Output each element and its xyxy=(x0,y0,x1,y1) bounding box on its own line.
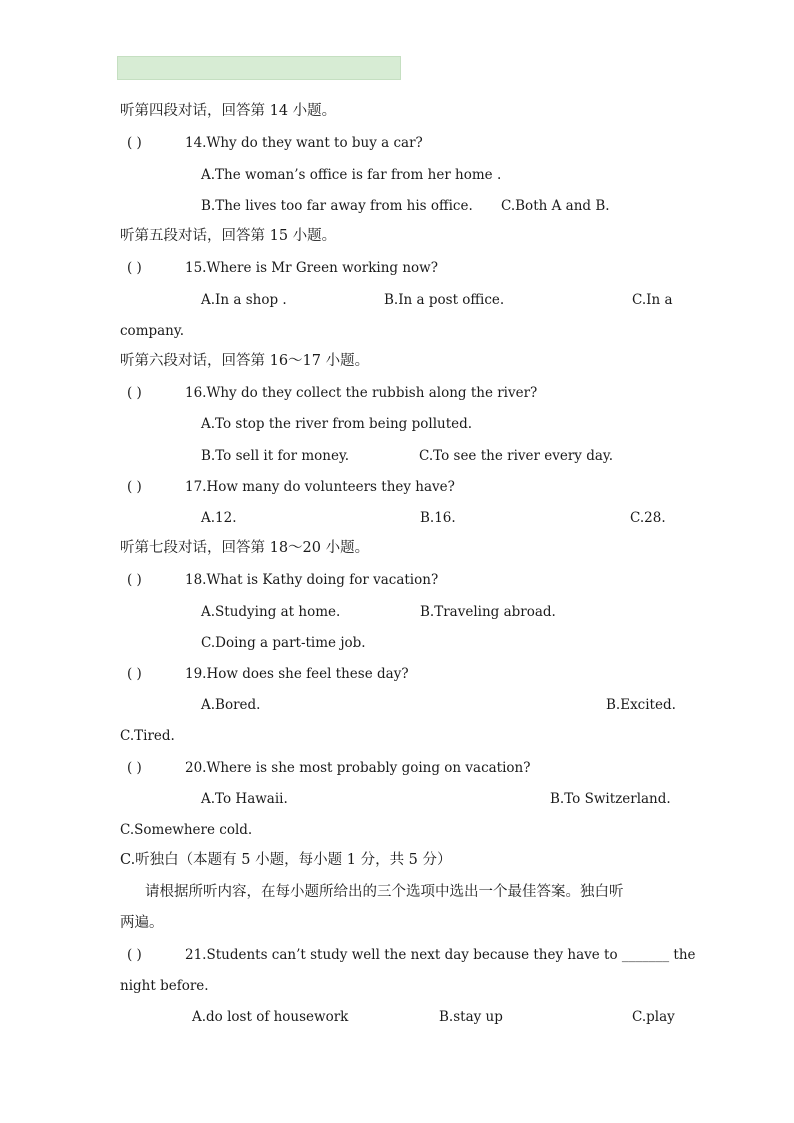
highlight-bar xyxy=(117,56,401,80)
answer-blank[interactable]: ( ) xyxy=(127,666,142,682)
option-b: B.To sell it for money. xyxy=(201,448,350,464)
option-b: B.16. xyxy=(420,510,456,526)
option-a: A.Studying at home. xyxy=(201,604,341,620)
section-heading xyxy=(0,350,794,372)
option-a: A.do lost of housework xyxy=(192,1009,349,1025)
option-c: C.Doing a part-time job. xyxy=(201,635,366,651)
question-16 xyxy=(0,382,794,404)
option-a: A.To stop the river from being polluted. xyxy=(201,416,473,432)
question-19-option-ab-row xyxy=(0,694,794,716)
instructions-text: 请根据所听内容，在每小题所给出的三个选项中选出一个最佳答案。独白听 xyxy=(145,884,624,900)
option-a: A.Bored. xyxy=(201,697,261,713)
instructions-text-continued: 两遍。 xyxy=(120,915,164,931)
answer-blank[interactable]: ( ) xyxy=(127,760,142,776)
answer-blank[interactable]: ( ) xyxy=(127,479,142,495)
section-4-heading: 听第四段对话，回答第 14 小题。 xyxy=(120,103,337,119)
option-a: A.In a shop . xyxy=(201,292,287,308)
option-a: A.The woman’s office is far from her home . xyxy=(201,167,502,183)
question-15 xyxy=(0,257,794,279)
part-c-heading: C.听独白（本题有 5 小题，每小题 1 分，共 5 分） xyxy=(120,852,452,868)
option-c: C.play xyxy=(632,1009,675,1025)
question-14-option-a-row xyxy=(0,164,794,186)
option-c: C.In a xyxy=(632,292,673,308)
answer-blank[interactable]: ( ) xyxy=(127,135,142,151)
option-c: C.Both A and B. xyxy=(501,198,610,214)
question-19 xyxy=(0,663,794,685)
section-heading xyxy=(0,100,794,122)
question-21-stem-wrap xyxy=(0,975,794,997)
question-15-stem: 15.Where is Mr Green working now? xyxy=(185,260,438,276)
option-b: B.stay up xyxy=(439,1009,503,1025)
option-c: C.28. xyxy=(630,510,666,526)
question-15-option-c-wrap xyxy=(0,320,794,342)
option-b: B.In a post office. xyxy=(384,292,505,308)
question-14-option-bc-row xyxy=(0,195,794,217)
question-16-option-a-row xyxy=(0,413,794,435)
question-17-options-row xyxy=(0,507,794,529)
question-20-stem: 20.Where is she most probably going on vacation? xyxy=(185,760,531,776)
question-21-stem-continued: night before. xyxy=(120,978,209,994)
question-18-stem: 18.What is Kathy doing for vacation? xyxy=(185,572,439,588)
section-6-heading: 听第六段对话，回答第 16～17 小题。 xyxy=(120,353,370,369)
option-a: A.12. xyxy=(201,510,237,526)
section-7-heading: 听第七段对话，回答第 18～20 小题。 xyxy=(120,540,370,556)
question-20 xyxy=(0,757,794,779)
question-14 xyxy=(0,132,794,154)
option-a: A.To Hawaii. xyxy=(201,791,288,807)
question-21-options-row xyxy=(0,1006,794,1028)
option-b: B.To Switzerland. xyxy=(550,791,671,807)
question-19-stem: 19.How does she feel these day? xyxy=(185,666,409,682)
question-17-stem: 17.How many do volunteers they have? xyxy=(185,479,455,495)
section-heading xyxy=(0,225,794,247)
option-c: C.To see the river every day. xyxy=(419,448,614,464)
answer-blank[interactable]: ( ) xyxy=(127,385,142,401)
question-18 xyxy=(0,569,794,591)
answer-blank[interactable]: ( ) xyxy=(127,260,142,276)
option-c: C.Somewhere cold. xyxy=(120,822,253,838)
question-20-option-c-row xyxy=(0,819,794,841)
option-c-continued: company. xyxy=(120,323,184,339)
option-c: C.Tired. xyxy=(120,728,175,744)
question-18-option-ab-row xyxy=(0,601,794,623)
question-21 xyxy=(0,944,794,966)
section-heading xyxy=(0,537,794,559)
question-16-option-bc-row xyxy=(0,445,794,467)
instructions-line-2 xyxy=(0,912,794,934)
question-19-option-c-row xyxy=(0,725,794,747)
part-c-heading-row xyxy=(0,849,794,871)
question-16-stem: 16.Why do they collect the rubbish along the river? xyxy=(185,385,538,401)
answer-blank[interactable]: ( ) xyxy=(127,947,142,963)
question-14-stem: 14.Why do they want to buy a car? xyxy=(185,135,423,151)
option-b: B.Excited. xyxy=(606,697,676,713)
question-15-options-row xyxy=(0,289,794,311)
question-20-option-ab-row xyxy=(0,788,794,810)
option-b: B.The lives too far away from his office. xyxy=(201,198,473,214)
question-17 xyxy=(0,476,794,498)
option-b: B.Traveling abroad. xyxy=(420,604,556,620)
question-21-stem: 21.Students can’t study well the next day because they have to _______ the xyxy=(185,947,696,963)
answer-blank[interactable]: ( ) xyxy=(127,572,142,588)
question-18-option-c-row xyxy=(0,632,794,654)
section-5-heading: 听第五段对话，回答第 15 小题。 xyxy=(120,228,337,244)
instructions-line-1 xyxy=(0,881,794,903)
